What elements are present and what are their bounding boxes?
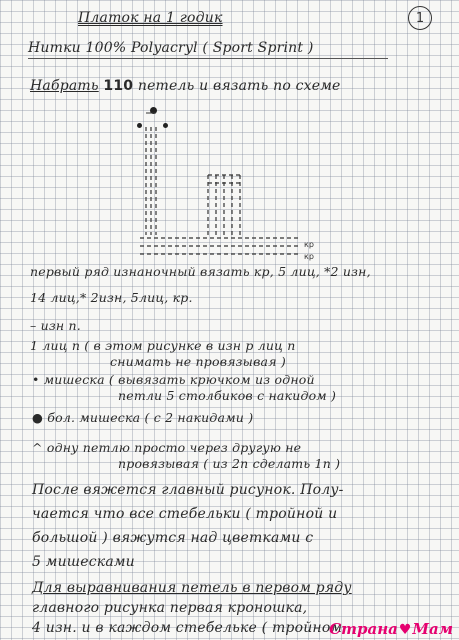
closing-line-2: главного рисунка первая кроношка, [32,600,308,616]
legend-bobble-line-1: • мишеска ( вывязать крючком из одной [32,372,315,387]
legend-knit-line-2: снимать не провязывая ) [110,354,286,369]
chart-label-kp-1: кр [304,240,314,249]
watermark-left: Страна [329,620,398,638]
legend-knit-line-1: 1 лиц п ( в этом рисунке в изн р лиц п [30,338,296,353]
closing-line-3: 4 изн. и в каждом стебельке ( тройном [32,620,343,636]
legend-decrease-line-2: провязывая ( из 2п сделать 1п ) [118,456,341,471]
legend-decrease-line-1: ^ одну петлю просто через другую не [32,440,302,455]
legend-large-bobble: ● бол. мишеска ( с 2 накидами ) [32,410,254,425]
first-row-line-2: 14 лиц,* 2изн, 5лиц, кр. [30,290,193,305]
cast-on-line [30,78,341,94]
paragraph-line-4: 5 мишесками [32,554,135,570]
first-row-line-1: первый ряд изнаночный вязать кр, 5 лиц, *2 изн, [30,264,371,279]
site-watermark [329,620,453,638]
paragraph-line-1: После вяжется главный рисунок. Полу- [32,482,344,498]
cast-on-suffix: петель и вязать по схеме [137,78,341,94]
closing-line-1: Для выравнивания петель в первом ряду [32,580,352,596]
paragraph-line-3: большой ) вяжутся над цветками с [32,530,314,546]
legend-bobble-line-2: петли 5 столбиков с накидом ) [118,388,337,403]
yarn-line: Нитки 100% Polyacryl ( Sport Sprint ) [28,40,314,56]
yarn-line-underline [28,58,388,59]
chart-label-kp-2: кр [304,252,314,261]
heart-icon: ♥ [398,622,412,638]
cast-on-prefix: Набрать [30,78,99,94]
page-title: Платок на 1 годик [78,10,223,26]
page-number-badge: 1 [408,6,432,30]
paragraph-line-2: чается что все стебельки ( тройной и [32,506,338,522]
legend-purl: – изн п. [30,318,81,333]
chart-lines [120,95,320,265]
cast-on-count: 110 [103,78,134,94]
watermark-right: Мам [412,620,453,638]
